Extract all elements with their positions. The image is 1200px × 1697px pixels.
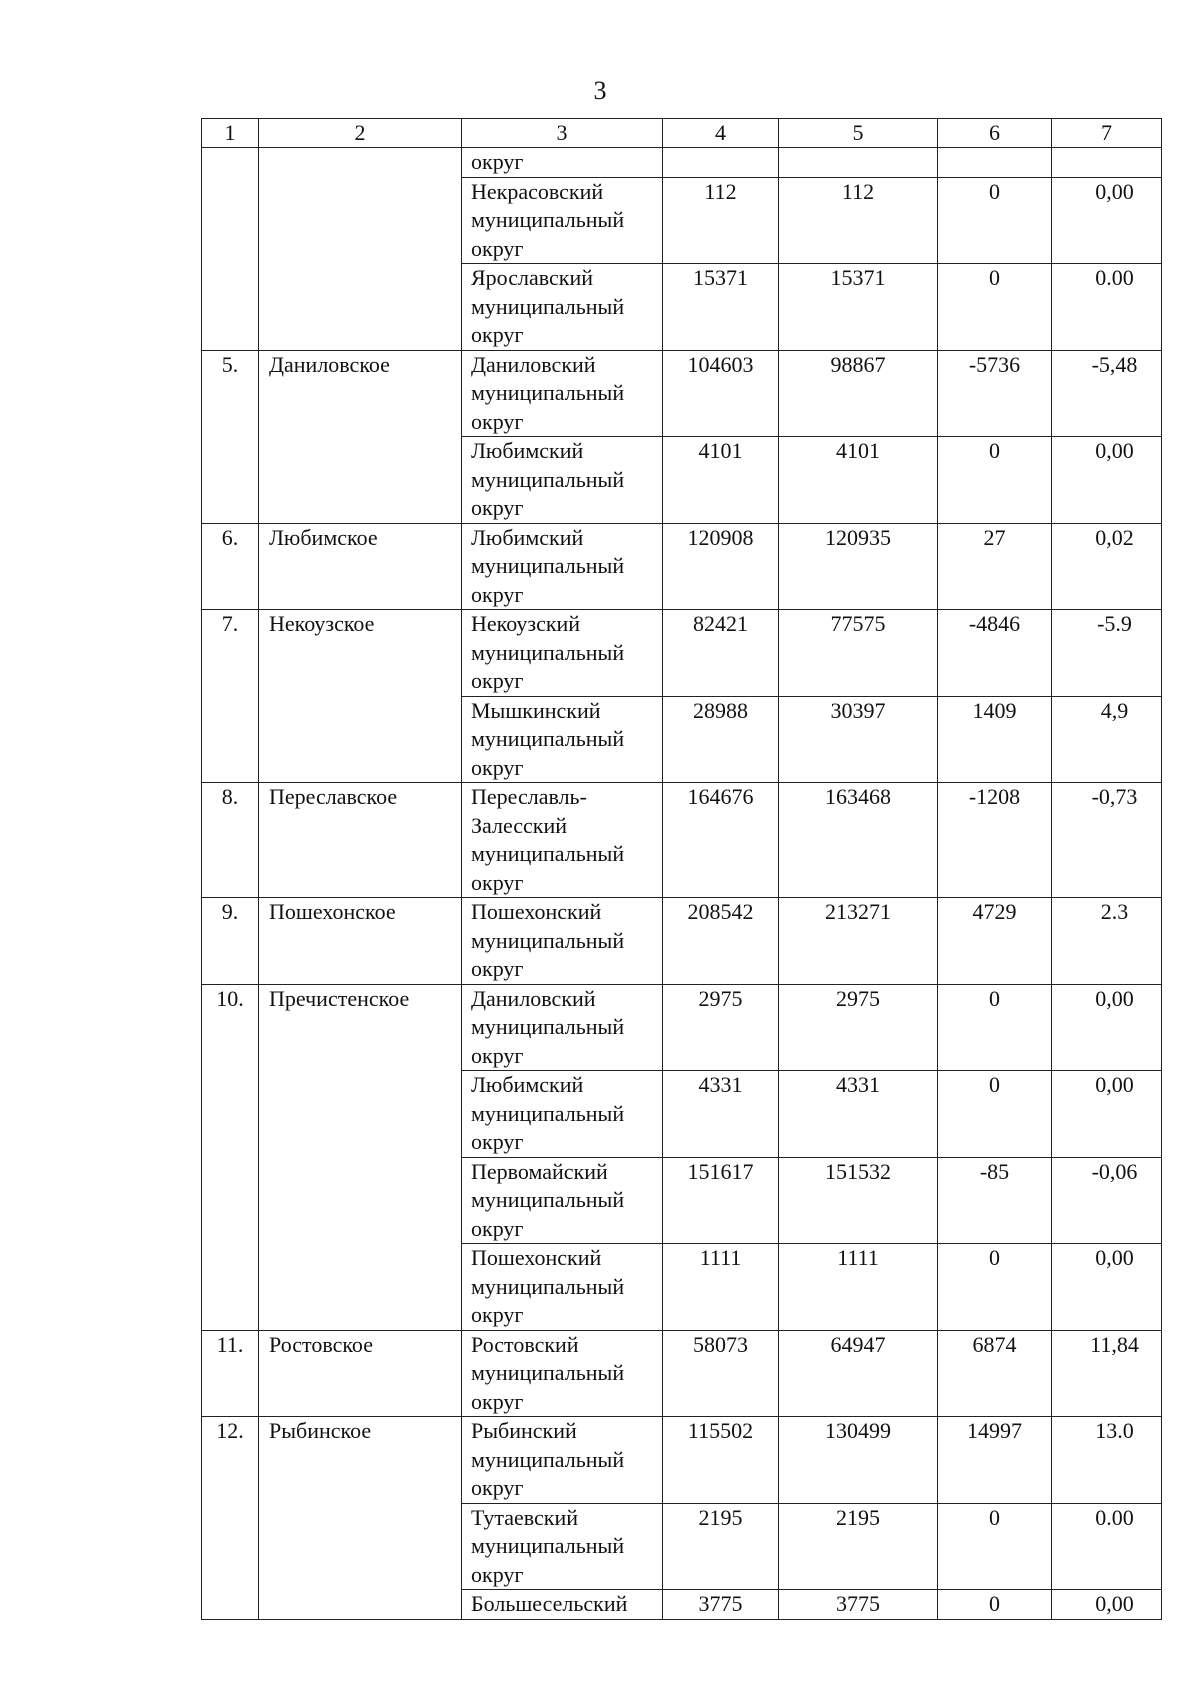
value-cell: 4729	[938, 898, 1052, 985]
table-row	[202, 1330, 1162, 1417]
row-number-cell: 6.	[202, 523, 259, 610]
municipal-district-cell: Большесельский	[462, 1590, 663, 1620]
percent-cell: 0,02	[1052, 523, 1162, 610]
value-cell: 14997	[938, 1417, 1052, 1504]
value-cell: 208542	[663, 898, 779, 985]
value-cell: 164676	[663, 783, 779, 898]
voting-district-cell: Даниловское	[259, 350, 462, 523]
column-header: 5	[779, 119, 938, 148]
value-cell: 1409	[938, 696, 1052, 783]
value-cell	[663, 148, 779, 178]
value-cell: 1111	[663, 1244, 779, 1331]
municipal-district-cell: Пошехонский муниципальный округ	[462, 898, 663, 985]
table-row	[202, 610, 1162, 697]
municipal-district-cell: Даниловский муниципальный округ	[462, 350, 663, 437]
municipal-district-cell: Некоузский муниципальный округ	[462, 610, 663, 697]
value-cell: 0	[938, 984, 1052, 1071]
value-cell: 15371	[779, 264, 938, 351]
value-cell: -85	[938, 1157, 1052, 1244]
municipal-district-cell: Некрасовский муниципальный округ	[462, 177, 663, 264]
value-cell: 3775	[779, 1590, 938, 1620]
percent-cell: 0,00	[1052, 1071, 1162, 1158]
percent-cell: 0,00	[1052, 984, 1162, 1071]
municipal-district-cell: Пошехонский муниципальный округ	[462, 1244, 663, 1331]
voting-district-cell: Некоузское	[259, 610, 462, 783]
row-number-cell: 12.	[202, 1417, 259, 1620]
value-cell: 27	[938, 523, 1052, 610]
municipal-district-cell: Ростовский муниципальный округ	[462, 1330, 663, 1417]
value-cell: 0	[938, 264, 1052, 351]
row-number-cell: 7.	[202, 610, 259, 783]
voting-district-cell: Ростовское	[259, 1330, 462, 1417]
value-cell: 163468	[779, 783, 938, 898]
municipal-district-cell: Рыбинский муниципальный округ	[462, 1417, 663, 1504]
municipal-district-cell: Даниловский муниципальный округ	[462, 984, 663, 1071]
voting-district-cell: Пошехонское	[259, 898, 462, 985]
value-cell: -5736	[938, 350, 1052, 437]
table-row	[202, 898, 1162, 985]
value-cell: 4101	[663, 437, 779, 524]
table-row	[202, 783, 1162, 898]
municipal-district-cell: Любимский муниципальный округ	[462, 1071, 663, 1158]
column-header: 2	[259, 119, 462, 148]
municipal-district-cell: Тутаевский муниципальный округ	[462, 1503, 663, 1590]
percent-cell: 0.00	[1052, 1503, 1162, 1590]
municipal-district-cell: Любимский муниципальный округ	[462, 437, 663, 524]
value-cell: 3775	[663, 1590, 779, 1620]
value-cell: 120908	[663, 523, 779, 610]
value-cell	[779, 148, 938, 178]
page-number: 3	[593, 76, 607, 105]
voting-district-cell: Любимское	[259, 523, 462, 610]
row-number-cell: 11.	[202, 1330, 259, 1417]
value-cell: 82421	[663, 610, 779, 697]
column-header: 1	[202, 119, 259, 148]
column-header: 3	[462, 119, 663, 148]
table-header-row	[202, 119, 1162, 148]
percent-cell: -5.9	[1052, 610, 1162, 697]
percent-cell: 13.0	[1052, 1417, 1162, 1504]
percent-cell: 4,9	[1052, 696, 1162, 783]
percent-cell: 0,00	[1052, 1244, 1162, 1331]
value-cell: 2195	[663, 1503, 779, 1590]
row-number-cell: 9.	[202, 898, 259, 985]
value-cell: 0	[938, 1503, 1052, 1590]
column-header: 4	[663, 119, 779, 148]
value-cell: 64947	[779, 1330, 938, 1417]
percent-cell: -0,06	[1052, 1157, 1162, 1244]
value-cell: -1208	[938, 783, 1052, 898]
municipal-district-cell: Первомайский муниципальный округ	[462, 1157, 663, 1244]
value-cell: 4101	[779, 437, 938, 524]
percent-cell: -0,73	[1052, 783, 1162, 898]
value-cell: 0	[938, 1071, 1052, 1158]
value-cell: 2195	[779, 1503, 938, 1590]
value-cell: 112	[663, 177, 779, 264]
voting-district-cell: Переславское	[259, 783, 462, 898]
table-row	[202, 350, 1162, 437]
value-cell: 1111	[779, 1244, 938, 1331]
voting-district-cell: Пречистенское	[259, 984, 462, 1330]
value-cell: 112	[779, 177, 938, 264]
row-number-cell: 10.	[202, 984, 259, 1330]
percent-cell	[1052, 148, 1162, 178]
value-cell: 115502	[663, 1417, 779, 1504]
percent-cell: 0,00	[1052, 437, 1162, 524]
row-number-cell: 8.	[202, 783, 259, 898]
value-cell: 4331	[779, 1071, 938, 1158]
table-row	[202, 523, 1162, 610]
percent-cell: -5,48	[1052, 350, 1162, 437]
value-cell: 6874	[938, 1330, 1052, 1417]
value-cell: -4846	[938, 610, 1052, 697]
value-cell: 2975	[663, 984, 779, 1071]
municipal-district-cell: Ярославский муниципальный округ	[462, 264, 663, 351]
value-cell	[938, 148, 1052, 178]
column-header: 6	[938, 119, 1052, 148]
municipal-district-cell: Любимский муниципальный округ	[462, 523, 663, 610]
municipal-district-cell: Мышкинский муниципальный округ	[462, 696, 663, 783]
value-cell: 213271	[779, 898, 938, 985]
voting-district-cell	[259, 148, 462, 351]
table-row	[202, 1417, 1162, 1504]
value-cell: 151617	[663, 1157, 779, 1244]
value-cell: 98867	[779, 350, 938, 437]
column-header: 7	[1052, 119, 1162, 148]
row-number-cell	[202, 148, 259, 351]
percent-cell: 0,00	[1052, 177, 1162, 264]
value-cell: 0	[938, 1590, 1052, 1620]
percent-cell: 0.00	[1052, 264, 1162, 351]
value-cell: 0	[938, 177, 1052, 264]
value-cell: 0	[938, 1244, 1052, 1331]
percent-cell: 0,00	[1052, 1590, 1162, 1620]
value-cell: 2975	[779, 984, 938, 1071]
value-cell: 0	[938, 437, 1052, 524]
value-cell: 58073	[663, 1330, 779, 1417]
value-cell: 151532	[779, 1157, 938, 1244]
value-cell: 15371	[663, 264, 779, 351]
data-table	[201, 118, 1162, 1620]
value-cell: 120935	[779, 523, 938, 610]
percent-cell: 2.3	[1052, 898, 1162, 985]
value-cell: 28988	[663, 696, 779, 783]
value-cell: 130499	[779, 1417, 938, 1504]
value-cell: 104603	[663, 350, 779, 437]
table-row	[202, 984, 1162, 1071]
voting-district-cell: Рыбинское	[259, 1417, 462, 1620]
row-number-cell: 5.	[202, 350, 259, 523]
value-cell: 77575	[779, 610, 938, 697]
table-row	[202, 148, 1162, 178]
percent-cell: 11,84	[1052, 1330, 1162, 1417]
municipal-district-cell: Переславль-Залесский муниципальный округ	[462, 783, 663, 898]
value-cell: 4331	[663, 1071, 779, 1158]
municipal-district-cell: округ	[462, 148, 663, 178]
value-cell: 30397	[779, 696, 938, 783]
